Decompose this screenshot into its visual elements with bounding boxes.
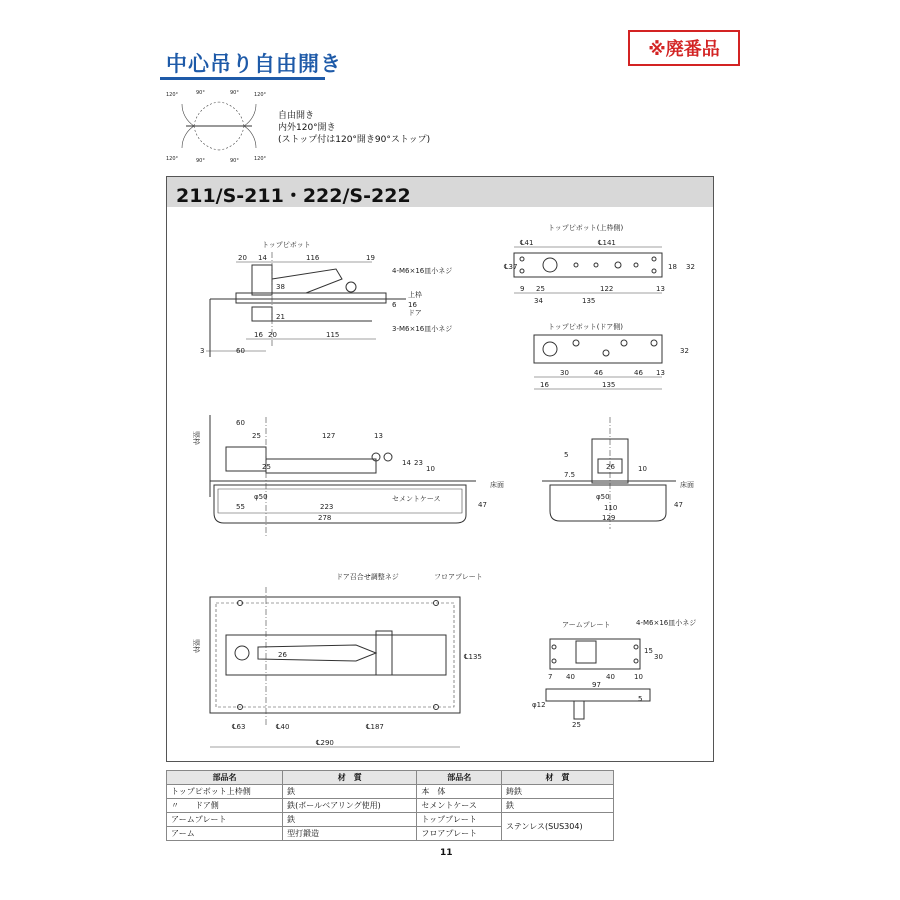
- label: 床面: [490, 481, 504, 489]
- dim: ℄41: [520, 239, 534, 247]
- parts-table: [166, 770, 614, 841]
- dim: 16: [540, 381, 549, 389]
- dim: 135: [582, 297, 596, 305]
- desc-line: 自由開き: [278, 111, 315, 121]
- angle-label: 120°: [254, 156, 267, 162]
- dim: 30: [654, 653, 663, 661]
- table-cell: 鋳鉄: [502, 785, 614, 799]
- dim: 110: [604, 504, 618, 512]
- table-cell: 鉄: [283, 813, 417, 827]
- dim: 25: [262, 463, 271, 471]
- label: 上枠: [408, 291, 422, 299]
- angle-label: 90°: [196, 158, 205, 164]
- dim: 46: [634, 369, 643, 377]
- table-cell: ステンレス(SUS304): [502, 813, 614, 841]
- swing-diagram: [164, 88, 274, 164]
- dim: 32: [680, 347, 689, 355]
- page-title: 中心吊り自由開き: [166, 52, 342, 76]
- dim: 13: [656, 369, 665, 377]
- dim: 97: [592, 681, 601, 689]
- top-pivot-door-plan: [534, 335, 662, 389]
- description: [278, 110, 430, 146]
- table-cell: トッププレート: [417, 813, 502, 827]
- dim: 116: [306, 254, 320, 262]
- angle-label: 90°: [230, 90, 239, 96]
- dim: 32: [686, 263, 695, 271]
- dim: ℄37: [504, 263, 518, 271]
- label: 床面: [680, 481, 694, 489]
- label: 竪枠: [192, 431, 200, 445]
- table-header-row: [167, 771, 614, 785]
- title-underline: [160, 77, 325, 80]
- model-title: 211/S-211・222/S-222: [176, 185, 411, 207]
- dim: 26: [606, 463, 615, 471]
- dim: 7: [548, 673, 553, 681]
- dim: 135: [602, 381, 616, 389]
- dim: 46: [594, 369, 603, 377]
- table-cell: セメントケース: [417, 799, 502, 813]
- dim: 25: [572, 721, 581, 729]
- dim: 34: [534, 297, 543, 305]
- dim: 47: [478, 501, 487, 509]
- label: セメントケース: [392, 495, 441, 503]
- table-cell: 型打鍛造: [283, 827, 417, 841]
- angle-label: 120°: [254, 92, 267, 98]
- angle-label: 90°: [196, 90, 205, 96]
- floor-unit-front: [542, 417, 676, 529]
- dim: 16: [254, 331, 263, 339]
- dim: ℄141: [598, 239, 616, 247]
- dim: 40: [606, 673, 615, 681]
- dim: 30: [560, 369, 569, 377]
- label: 4-M6×16皿小ネジ: [392, 267, 453, 275]
- header-cell: 材 質: [502, 771, 614, 785]
- label: ドア: [408, 309, 422, 317]
- dim: 25: [252, 432, 261, 440]
- table-cell: フロアプレート: [417, 827, 502, 841]
- dim: 38: [276, 283, 285, 291]
- desc-line: (ストップ付は120°開き90°ストップ): [278, 135, 431, 145]
- dim: 6: [392, 301, 397, 309]
- dim: 10: [634, 673, 643, 681]
- table-row: [167, 813, 614, 827]
- top-pivot-side-view: [206, 252, 406, 357]
- label: トップピボット(上枠側): [548, 224, 624, 232]
- dim: 19: [366, 254, 375, 262]
- dim: 10: [426, 465, 435, 473]
- dim: 127: [322, 432, 336, 440]
- dim: 20: [238, 254, 247, 262]
- dim: 60: [236, 347, 245, 355]
- dim: 14: [258, 254, 267, 262]
- dim: 129: [602, 514, 616, 522]
- header-cell: 部品名: [417, 771, 502, 785]
- angle-label: 120°: [166, 156, 179, 162]
- dim: 223: [320, 503, 334, 511]
- dim: 23: [414, 459, 423, 467]
- table-cell: 本 体: [417, 785, 502, 799]
- dim: 13: [374, 432, 383, 440]
- dim: 55: [236, 503, 245, 511]
- dim: 16: [408, 301, 417, 309]
- label: トップピボット: [262, 241, 311, 249]
- table-cell: トップピボット上枠側: [167, 785, 283, 799]
- header-cell: 材 質: [283, 771, 417, 785]
- header-cell: 部品名: [167, 771, 283, 785]
- label: 4-M6×16皿小ネジ: [636, 619, 697, 627]
- dim: 14: [402, 459, 411, 467]
- table-cell: 〃 ドア側: [167, 799, 283, 813]
- dim: 25: [536, 285, 545, 293]
- dim: 26: [278, 651, 287, 659]
- dim: 5: [564, 451, 569, 459]
- floor-plate-plan: [210, 587, 460, 747]
- angle-label: 120°: [166, 92, 179, 98]
- dim: φ50: [254, 493, 268, 501]
- page-number: 11: [440, 848, 453, 858]
- dim: 122: [600, 285, 614, 293]
- dim: 3: [200, 347, 205, 355]
- dim: 15: [644, 647, 653, 655]
- dim: 115: [326, 331, 340, 339]
- dim: 40: [566, 673, 575, 681]
- dim: 18: [668, 263, 677, 271]
- table-cell: 鉄: [283, 785, 417, 799]
- table-cell: 鉄(ボールベアリング使用): [283, 799, 417, 813]
- dim: ℄187: [366, 723, 384, 731]
- table-cell: アームプレート: [167, 813, 283, 827]
- label: アームプレート: [562, 621, 611, 629]
- label: ドア召合せ調整ネジ: [336, 573, 399, 581]
- angle-label: 90°: [230, 158, 239, 164]
- label: 3-M6×16皿小ネジ: [392, 325, 453, 333]
- dim: 13: [656, 285, 665, 293]
- dim: 47: [674, 501, 683, 509]
- dim: φ50: [596, 493, 610, 501]
- desc-line: 内外120°開き: [278, 123, 336, 133]
- dim: 60: [236, 419, 245, 427]
- dim: 5: [638, 695, 643, 703]
- dim: 278: [318, 514, 332, 522]
- discontinued-badge: ※廃番品: [628, 30, 740, 66]
- floor-unit-section: [210, 415, 476, 537]
- dim: ℄63: [232, 723, 246, 731]
- dim: 10: [638, 465, 647, 473]
- dim: ℄135: [464, 653, 482, 661]
- table-cell: アーム: [167, 827, 283, 841]
- dim: 9: [520, 285, 525, 293]
- dim: ℄290: [316, 739, 334, 747]
- table-row: [167, 799, 614, 813]
- dim: ℄40: [276, 723, 290, 731]
- table-cell: 鉄: [502, 799, 614, 813]
- dim: 20: [268, 331, 277, 339]
- label: トップピボット(ドア側): [548, 323, 624, 331]
- dim: φ12: [532, 701, 546, 709]
- table-row: [167, 785, 614, 799]
- dim: 7.5: [564, 471, 576, 479]
- label: 竪枠: [192, 639, 200, 653]
- dim: 21: [276, 313, 285, 321]
- technical-drawing: [166, 207, 714, 762]
- label: フロアプレート: [434, 573, 483, 581]
